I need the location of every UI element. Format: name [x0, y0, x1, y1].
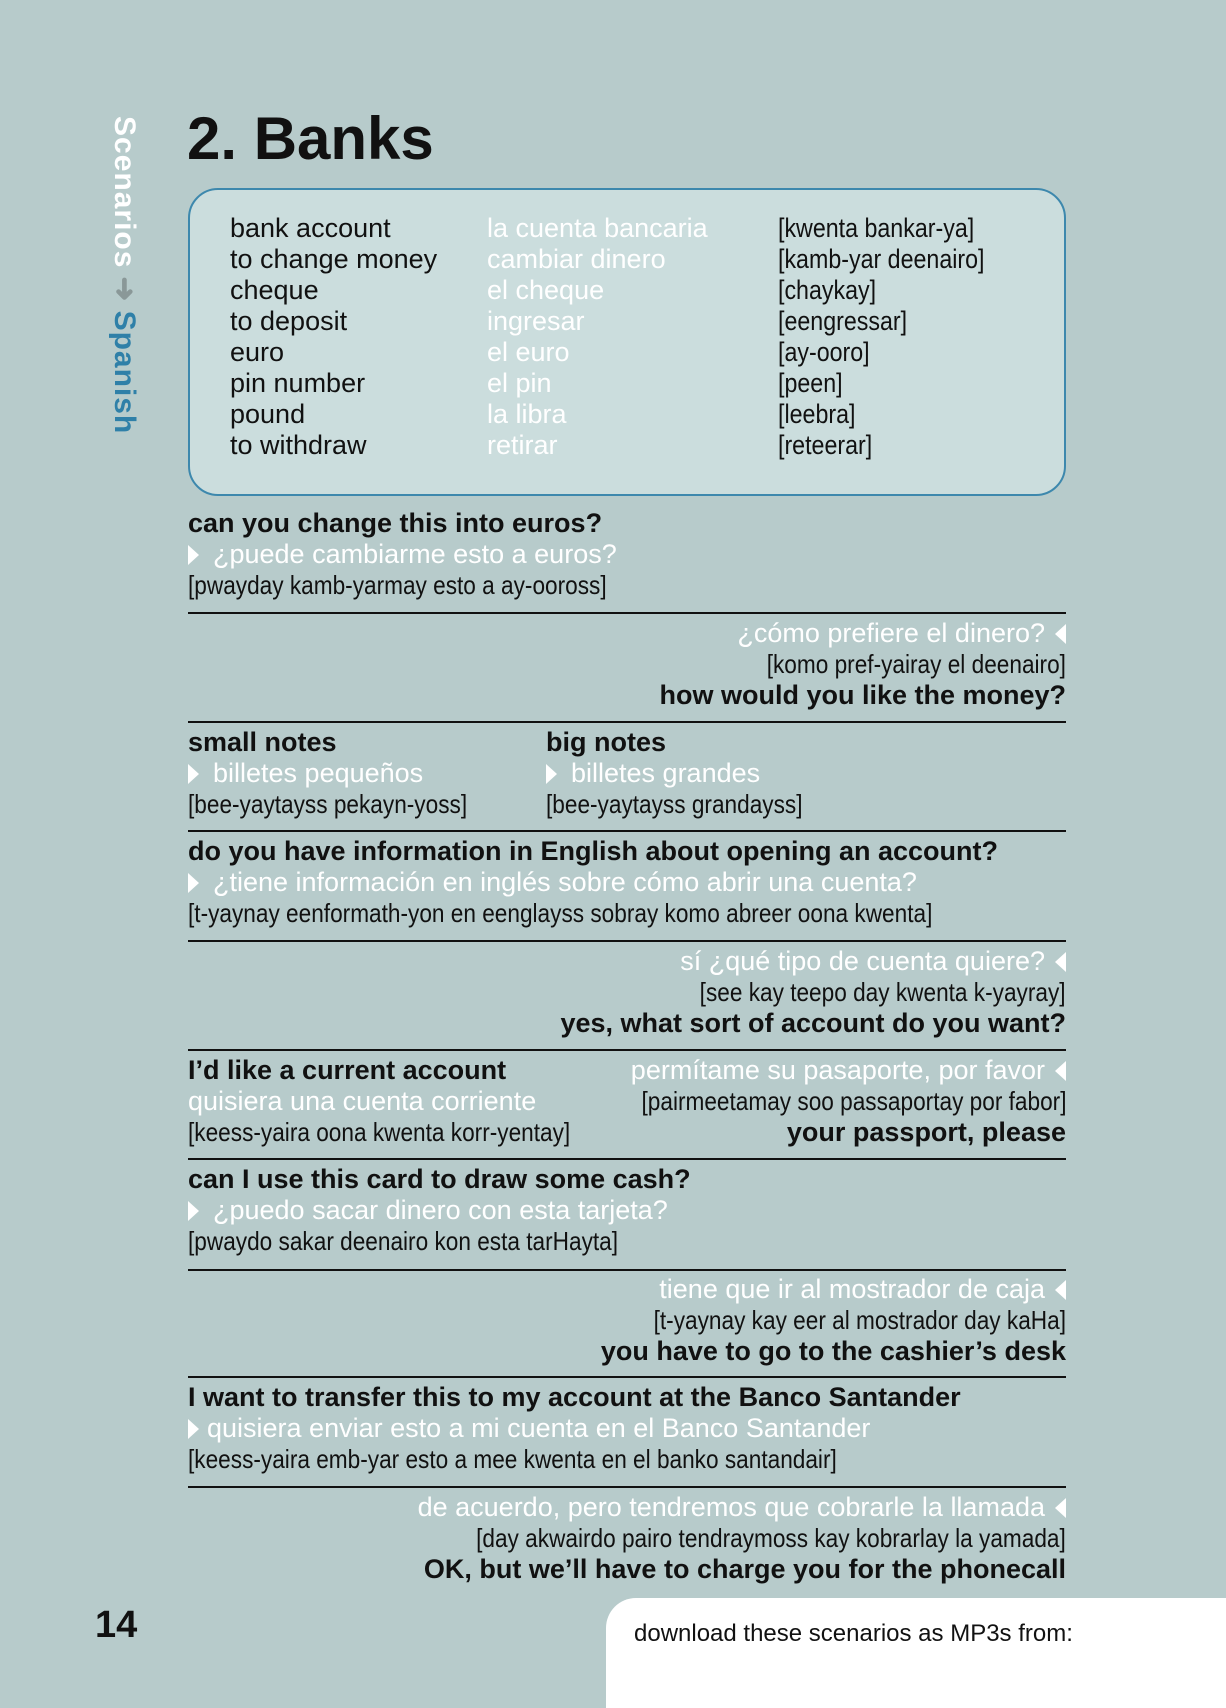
- dialogue-question-pair: small notes billetes pequeños [bee-yaytayss pekayn-yoss] big notes billetes grandes [bee-yaytayss grandayss]: [188, 727, 803, 819]
- divider: [188, 1376, 1066, 1378]
- dialogue-question: do you have information in English about opening an account? ¿tiene información en inglés sobre cómo abrir una cuenta? [t-yaynay eenformath-yon en eenglayss sobray komo abreer oona kwenta]: [188, 836, 999, 928]
- play-right-icon: [188, 1201, 199, 1221]
- divider: [188, 1158, 1066, 1160]
- download-footer: [606, 1598, 1226, 1708]
- sidebar-language-text: Spanish: [108, 310, 141, 435]
- download-text: download these scenarios as MP3s from:: [634, 1620, 1073, 1647]
- divider: [188, 940, 1066, 942]
- vocabulary-box: bank account la cuenta bancaria [kwenta bankar-ya] to change money cambiar dinero [kamb-yar deenairo] cheque el cheque [chaykay] to deposit ingresar [eengressar] euro el euro [ay-ooro] pin number el pin [peen] pound la libra [leebra] to withdraw retirar [reteerar]: [188, 188, 1066, 496]
- play-right-icon: [188, 873, 199, 893]
- section-sidebar-label: [107, 116, 142, 434]
- play-left-icon: [1055, 952, 1066, 972]
- sidebar-scenarios-text: Scenarios: [108, 116, 141, 269]
- dialogue-response: tiene que ir al mostrador de caja [t-yaynay kay eer al mostrador day kaHa] you have to go to the cashier’s desk: [600, 1274, 1066, 1366]
- dialogue-exchange: I’d like a current account quisiera una cuenta corriente [keess-yaira oona kwenta korr-yentay] permítame su pasaporte, por favor [pairmeetamay soo passaportay por fabor] your passport, please: [188, 1055, 1066, 1147]
- divider: [188, 1049, 1066, 1051]
- page-number: 14: [95, 1604, 138, 1646]
- play-left-icon: [1055, 624, 1066, 644]
- divider: [188, 830, 1066, 832]
- divider: [188, 612, 1066, 614]
- dialogue-response: de acuerdo, pero tendremos que cobrarle la llamada [day akwairdo pairo tendraymoss kay kobrarlay la yamada] OK, but we’ll have to charge you for the phonecall: [417, 1492, 1066, 1584]
- dialogue-response: ¿cómo prefiere el dinero? [komo pref-yairay el deenairo] how would you like the money?: [659, 618, 1066, 710]
- dialogue-question: can you change this into euros? ¿puede cambiarme esto a euros? [pwayday kamb-yarmay esto a ay-ooross]: [188, 508, 617, 600]
- play-right-icon: [188, 545, 199, 565]
- divider: [188, 721, 1066, 723]
- play-left-icon: [1055, 1280, 1066, 1300]
- play-left-icon: [1055, 1498, 1066, 1518]
- divider: [188, 1269, 1066, 1271]
- play-right-icon: [546, 764, 557, 784]
- play-right-icon: [188, 764, 199, 784]
- page-title: 2. Banks: [187, 105, 434, 172]
- play-right-icon: [188, 1419, 199, 1439]
- divider: [188, 1486, 1066, 1488]
- dialogue-question: I want to transfer this to my account at the Banco Santander quisiera enviar esto a mi cuenta en el Banco Santander [keess-yaira emb-yar esto a mee kwenta en el banko santandair]: [188, 1382, 961, 1474]
- dialogue-question: can I use this card to draw some cash? ¿puedo sacar dinero con esta tarjeta? [pwaydo sakar deenairo kon esta tarHayta]: [188, 1164, 691, 1256]
- play-left-icon: [1055, 1061, 1066, 1081]
- arrow-icon: ➜: [108, 276, 141, 303]
- dialogue-response: sí ¿qué tipo de cuenta quiere? [see kay teepo day kwenta k-yayray] yes, what sort of account do you want?: [560, 946, 1066, 1038]
